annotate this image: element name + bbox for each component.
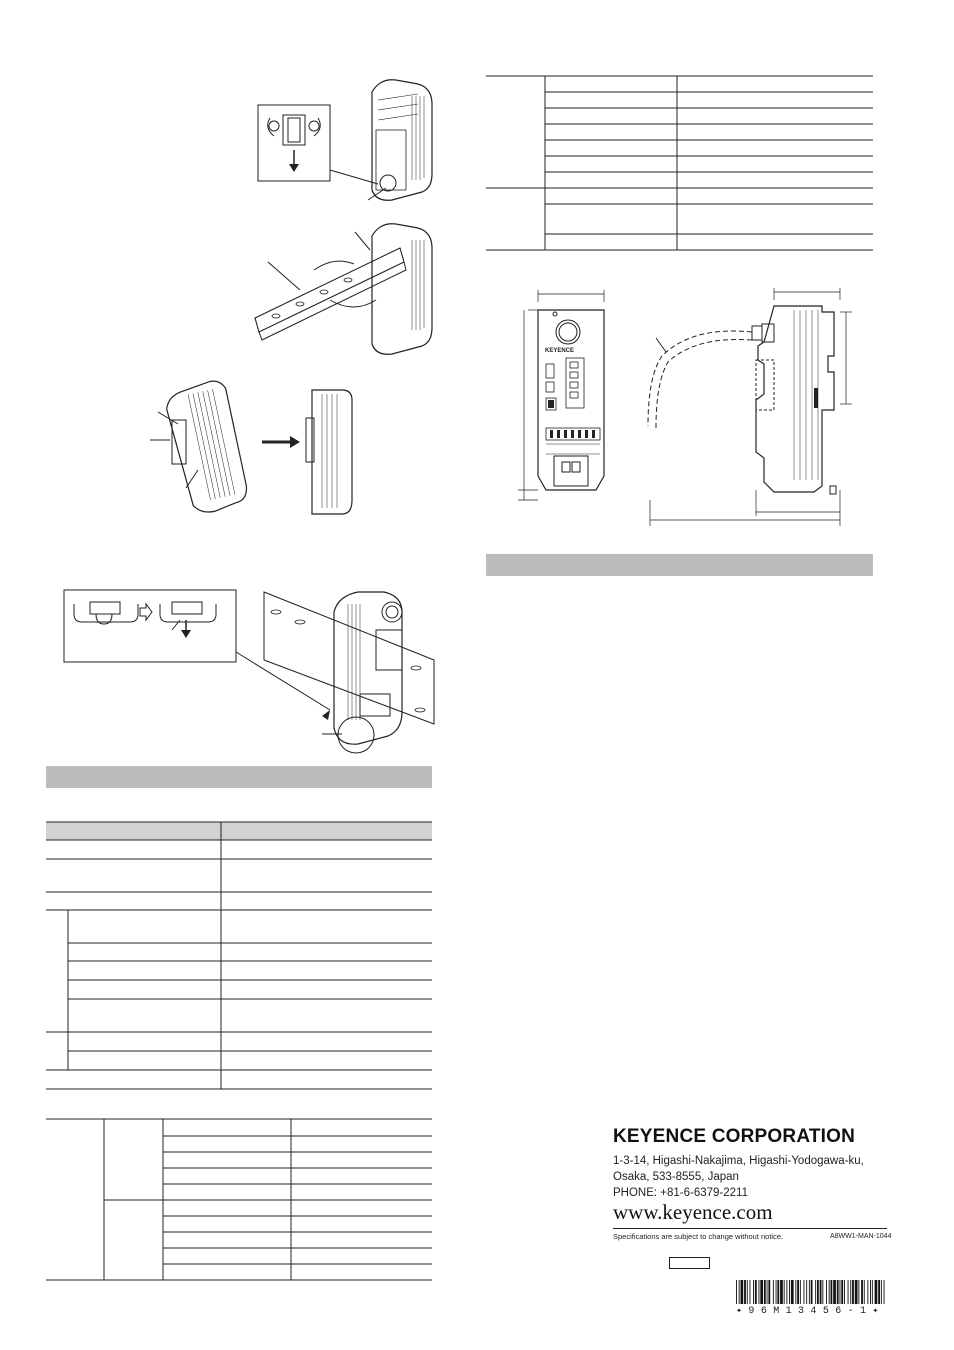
barcode-bar [750,1280,751,1304]
barcode-bar [806,1280,807,1304]
barcode-bar [789,1280,790,1304]
barcode-bar [833,1280,836,1304]
barcode-bar [777,1280,779,1304]
company-name: KEYENCE CORPORATION [613,1126,856,1147]
barcode-bar [795,1280,796,1304]
barcode-bar [760,1280,763,1304]
barcode-bar [797,1280,799,1304]
phone-number: PHONE: +81-6-6379-2211 [613,1187,748,1199]
barcode-bar [741,1280,744,1304]
barcode-bar [844,1280,845,1304]
barcode-bar [739,1280,740,1304]
barcode-bar [767,1280,768,1304]
barcode-bar [837,1280,839,1304]
barcode-bar [776,1280,777,1304]
document-code: A8WW1-MAN-1044 [830,1233,892,1240]
barcode-bar [848,1280,849,1304]
barcode-bar [829,1280,830,1304]
barcode-bar [870,1280,871,1304]
barcode-bar [852,1280,854,1304]
address-line-2: Osaka, 533-8555, Japan [613,1171,739,1183]
barcode-bar [747,1280,748,1304]
barcode-bar [809,1280,810,1304]
barcode-bar [773,1280,774,1304]
barcode-bar [815,1280,816,1304]
barcode-bar [850,1280,851,1304]
barcode-digits: ✦96M13456-1✦ [736,1306,885,1317]
barcode-bar [884,1280,885,1304]
barcode-bar [840,1280,841,1304]
barcode-bar [744,1280,746,1304]
barcode-bar [855,1280,858,1304]
barcode-bar [817,1280,819,1304]
barcode-bar [831,1280,833,1304]
barcode-bar [878,1280,880,1304]
barcode-bar [784,1280,785,1304]
device-brand-label: KEYENCE [545,348,575,354]
barcode-bar [736,1280,737,1304]
website-link[interactable]: www.keyence.com [613,1200,773,1224]
barcode-bar [811,1280,813,1304]
barcode-bar [841,1280,843,1304]
address-line-1: 1-3-14, Higashi-Nakajima, Higashi-Yodogawa-ku, [613,1155,864,1167]
barcode-bar [826,1280,827,1304]
barcode-bar [872,1280,873,1304]
barcode-bar [759,1280,760,1304]
barcode-bar [875,1280,878,1304]
barcode-bar [764,1280,766,1304]
barcode-bar [881,1280,882,1304]
barcode-bar [858,1280,859,1304]
barcode-bar [867,1280,868,1304]
barcode-bar [786,1280,787,1304]
barcode-bar [864,1280,865,1304]
disclaimer-text: Specifications are subject to change without notice. [613,1232,784,1241]
barcode-bar [768,1280,770,1304]
barcode-bar [791,1280,794,1304]
barcode-bar [753,1280,754,1304]
barcode-bar [780,1280,783,1304]
barcode-bar [820,1280,822,1304]
barcode-bar [822,1280,823,1304]
barcode-bar [800,1280,801,1304]
barcode-bar [804,1280,805,1304]
barcode-bar [755,1280,757,1304]
barcode-bar [861,1280,863,1304]
